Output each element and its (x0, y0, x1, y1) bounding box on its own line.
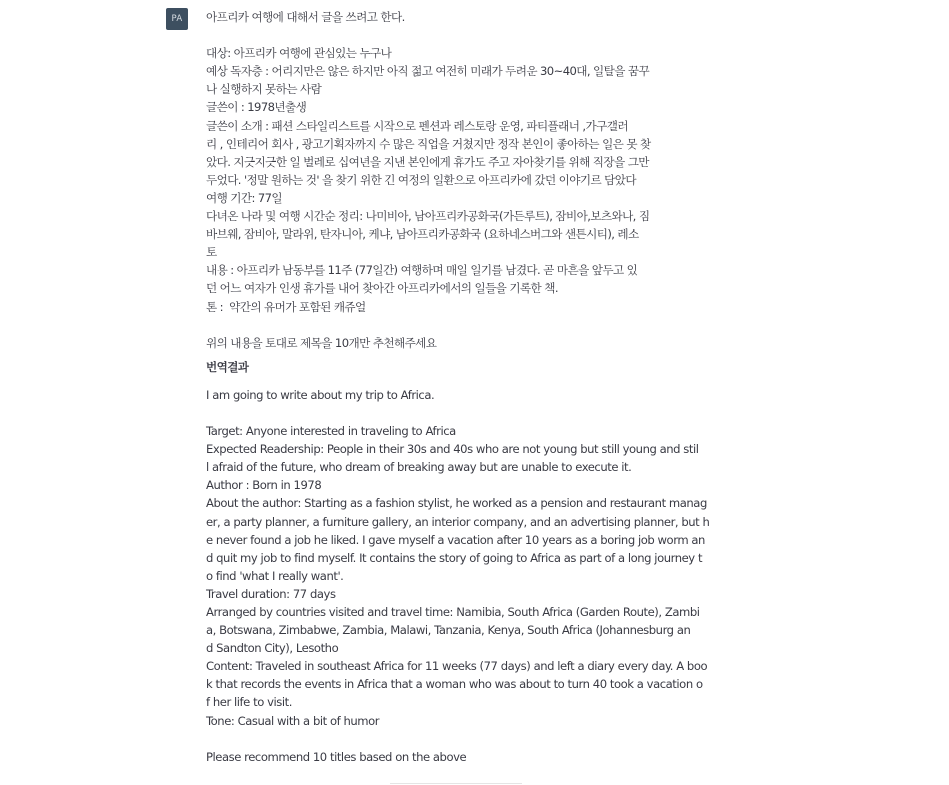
english-line: k that records the events in Africa that a woman who was about to turn 40 took a vacation o (206, 677, 703, 692)
korean-line: 리 , 인테리어 회사 , 광고기획자까지 수 많은 직업을 거쳤지만 정작 본인이 좋아하는 일은 못 찾 (206, 136, 651, 151)
korean-line: 톤 : 약간의 유머가 포함된 캐쥬얼 (206, 299, 366, 314)
korean-line: 바브웨, 잠비아, 말라위, 탄자니아, 케냐, 남아프리카공화국 (요하네스버그와 샌튼시티), 레소 (206, 227, 639, 242)
english-line: e never found a job he liked. I gave myself a vacation after 10 years as a boring job worm an (206, 532, 705, 547)
english-line: Please recommend 10 titles based on the above (206, 749, 467, 764)
english-line: o find 'what I really want'. (206, 568, 344, 583)
english-line: Content: Traveled in southeast Africa for 11 weeks (77 days) and left a diary every day. A boo (206, 659, 708, 674)
korean-line: 내용 : 아프리카 남동부를 11주 (77일간) 여행하며 매일 일기를 남겼다. 곧 마흔을 앞두고 있 (206, 263, 638, 278)
english-line: Arranged by countries visited and travel time: Namibia, South Africa (Garden Route), Zambi (206, 605, 700, 619)
blank-line (206, 26, 694, 44)
english-line: About the author: Starting as a fashion stylist, he worked as a pension and restaurant manag (206, 496, 707, 511)
blank-line (206, 730, 694, 748)
bottom-divider (390, 783, 522, 784)
blank-line (206, 316, 694, 334)
english-line: Target: Anyone interested in traveling to Africa (206, 424, 456, 439)
korean-line: 글쓴이 : 1978년출생 (206, 100, 307, 115)
korean-line: 던 어느 여자가 인생 휴가를 내어 찾아간 아프리카에서의 일들을 기록한 책. (206, 281, 558, 296)
korean-line: 았다. 지긋지긋한 일 벌레로 십여년을 지낸 본인에게 휴가도 주고 자아찾기를 위해 직장을 그만 (206, 154, 649, 169)
english-line: er, a party planner, a furniture gallery, an interior company, and an advertising planner, but h (206, 514, 710, 529)
english-line: d Sandton City), Lesotho (206, 641, 339, 656)
english-translation (206, 386, 710, 766)
korean-line: 토 (206, 245, 217, 260)
korean-line: 예상 독자층 : 어리지만은 않은 하지만 아직 젊고 여전히 미래가 두려운 30~40대, 일탈을 꿈꾸 (206, 64, 650, 79)
translation-heading: 번역결과 (206, 359, 249, 374)
korean-line: 두었다. '정말 원하는 것' 을 찾기 위한 긴 여정의 일환으로 아프리카에 갔던 이야기르 담았다 (206, 172, 636, 187)
korean-line: 여행 기간: 77일 (206, 190, 283, 205)
english-line: a, Botswana, Zimbabwe, Zambia, Malawi, Tanzania, Kenya, South Africa (Johannesburg an (206, 623, 691, 638)
korean-line: 대상: 아프리카 여행에 관심있는 누구나 (206, 46, 392, 61)
english-line: d quit my job to find myself. It contains the story of going to Africa as part of a long journey t (206, 550, 703, 565)
korean-line: 위의 내용을 토대로 제목을 10개만 추천해주세요 (206, 335, 437, 350)
english-line: I am going to write about my trip to Africa. (206, 387, 435, 402)
korean-line: 글쓴이 소개 : 패션 스타일리스트를 시작으로 펜션과 레스토랑 운영, 파티플래너 ,가구갤러 (206, 118, 628, 133)
korean-line: 나 실행하지 못하는 사람 (206, 82, 322, 97)
english-line: Author : Born in 1978 (206, 478, 322, 493)
korean-prompt (206, 8, 694, 352)
message-content (206, 8, 710, 766)
english-line: f her life to visit. (206, 695, 292, 710)
english-line: Travel duration: 77 days (206, 586, 336, 601)
korean-line: 아프리카 여행에 대해서 글을 쓰려고 한다. (206, 10, 405, 24)
blank-line (206, 404, 694, 422)
korean-line: 다녀온 나라 및 여행 시간순 정리: 나미비아, 남아프리카공화국(가든루트), 잠비아,보츠와나, 짐 (206, 209, 650, 224)
user-avatar: PA (166, 8, 188, 30)
english-line: Tone: Casual with a bit of humor (206, 713, 380, 728)
english-line: Expected Readership: People in their 30s and 40s who are not young but still young and stil (206, 442, 699, 457)
english-line: l afraid of the future, who dream of breaking away but are unable to execute it. (206, 460, 632, 475)
